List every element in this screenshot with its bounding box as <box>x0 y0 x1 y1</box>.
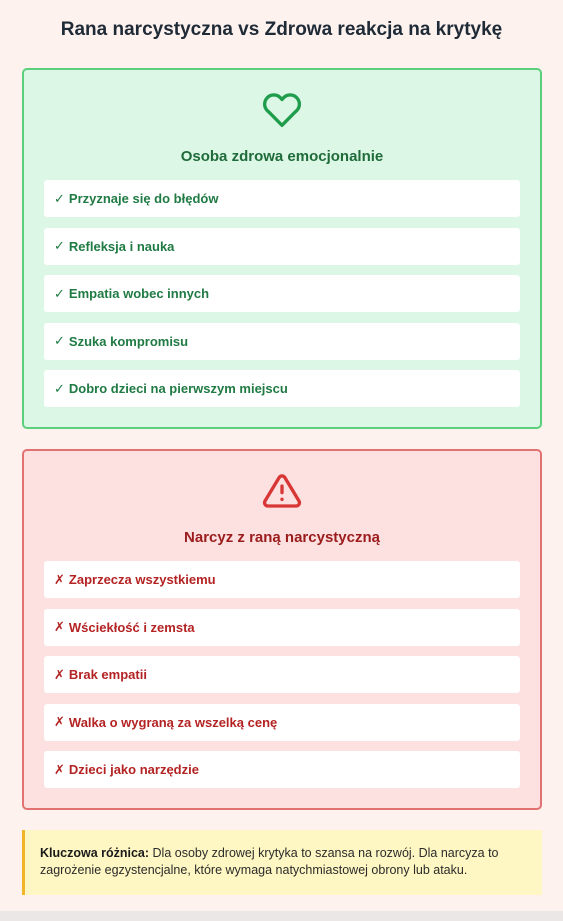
trait-label: Refleksja i nauka <box>68 238 175 254</box>
cross-mark-icon: ✗ <box>54 714 65 729</box>
trait-label: Empatia wobec innych <box>68 286 210 301</box>
heart-icon <box>262 90 302 130</box>
list-item <box>44 751 520 788</box>
trait-label: Szuka kompromisu <box>68 333 189 349</box>
trait-label: Wściekłość i zemsta <box>68 619 195 635</box>
list-item <box>44 228 520 265</box>
narcissist-card <box>22 449 542 810</box>
cross-mark-icon: ✗ <box>54 619 65 634</box>
check-mark-icon: ✓ <box>54 238 65 253</box>
list-item <box>44 704 520 741</box>
narcissist-traits-list <box>44 561 520 799</box>
trait-label: Zaprzecza wszystkiemu <box>68 572 216 587</box>
list-item <box>44 275 520 312</box>
healthy-traits-list <box>44 180 520 418</box>
key-difference-note <box>22 830 542 895</box>
trait-label: Brak empatii <box>68 667 147 682</box>
healthy-person-card <box>22 68 542 429</box>
list-item <box>44 323 520 360</box>
cross-mark-icon: ✗ <box>54 666 65 682</box>
cross-mark-icon: ✗ <box>54 761 65 777</box>
check-mark-icon: ✓ <box>54 380 65 396</box>
trait-label: Dzieci jako narzędzie <box>68 762 199 777</box>
narcissist-card-heading: Narcyz z raną narcystyczną <box>184 529 380 546</box>
trait-label: Walka o wygraną za wszelką cenę <box>68 714 278 730</box>
list-item <box>44 609 520 646</box>
list-item <box>44 180 520 217</box>
bottom-divider <box>0 911 563 921</box>
list-item <box>44 656 520 693</box>
list-item <box>44 370 520 407</box>
check-mark-icon: ✓ <box>54 285 65 301</box>
trait-label: Przyznaje się do błędów <box>68 191 219 206</box>
page-title: Rana narcystyczna vs Zdrowa reakcja na krytykę <box>60 19 503 40</box>
check-mark-icon: ✓ <box>54 190 65 206</box>
trait-label: Dobro dzieci na pierwszym miejscu <box>68 381 288 396</box>
healthy-card-heading: Osoba zdrowa emocjonalnie <box>180 148 384 165</box>
check-mark-icon: ✓ <box>54 333 65 348</box>
warning-triangle-icon <box>262 471 302 511</box>
note-label: Kluczowa różnica: <box>40 846 150 860</box>
note-text: Dla osoby zdrowej krytyka to szansa na rozwój. Dla narcyza to zagrożenie egzystencjalne, które wymaga natychmiastowej obrony lub ataku. <box>40 846 499 877</box>
cross-mark-icon: ✗ <box>54 571 65 587</box>
list-item <box>44 561 520 598</box>
